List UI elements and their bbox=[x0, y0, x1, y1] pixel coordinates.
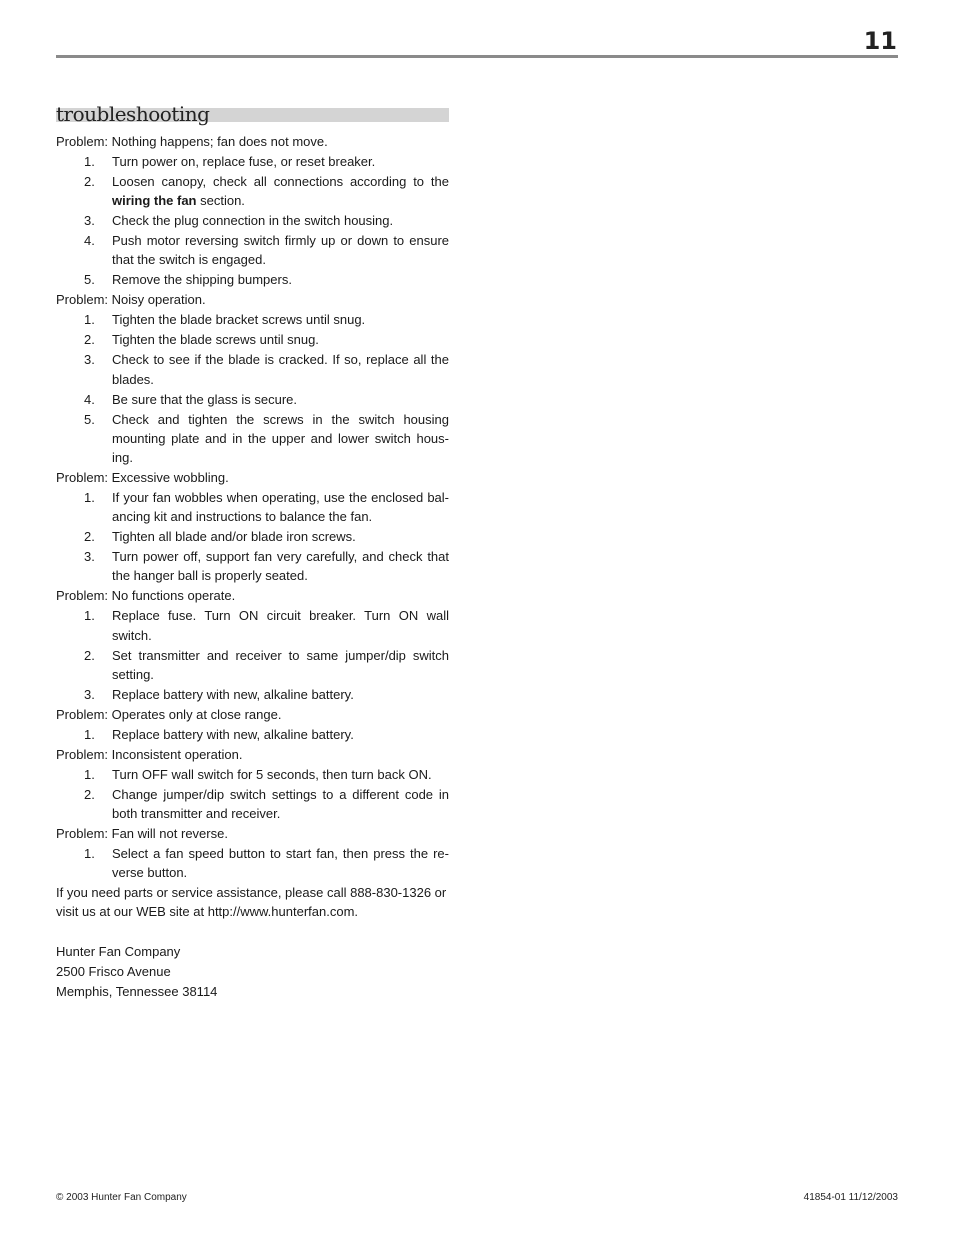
step-number: 3. bbox=[84, 213, 95, 229]
step-text: Check and tighten the screws in the switch housing mounting plate and in the upper and lower switch hous-ing. bbox=[112, 411, 449, 466]
step-number: 5. bbox=[84, 272, 95, 288]
address-city: Memphis, Tennessee 38114 bbox=[56, 983, 218, 999]
problem-step bbox=[56, 685, 449, 704]
step-text: Check the plug connection in the switch housing. bbox=[112, 213, 394, 229]
step-text: Check to see if the blade is cracked. If so, replace all the blades. bbox=[112, 352, 449, 387]
address-company: Hunter Fan Company bbox=[56, 943, 181, 959]
problem-step bbox=[56, 172, 449, 210]
address-street: 2500 Frisco Avenue bbox=[56, 963, 171, 979]
step-text: Change jumper/dip switch settings to a different code in both transmitter and receiver. bbox=[112, 786, 449, 822]
step-text: Tighten the blade screws until snug. bbox=[112, 332, 319, 348]
step-text: Select a fan speed button to start fan, then press the re-verse button. bbox=[112, 846, 449, 881]
problem-step bbox=[56, 785, 449, 823]
problem-step bbox=[56, 410, 449, 468]
section-reference: wiring the fan bbox=[112, 193, 197, 209]
problem-step bbox=[56, 350, 449, 388]
step-text: Be sure that the glass is secure. bbox=[112, 391, 297, 407]
step-text: Turn power on, replace fuse, or reset breaker. bbox=[112, 154, 376, 169]
problem-step bbox=[56, 270, 449, 289]
problem-heading: Problem: No functions operate. bbox=[56, 588, 236, 604]
step-number: 1. bbox=[84, 154, 95, 169]
step-number: 2. bbox=[84, 529, 95, 545]
step-number: 4. bbox=[84, 233, 95, 249]
step-number: 1. bbox=[84, 490, 95, 506]
step-number: 2. bbox=[84, 174, 95, 189]
step-text: Tighten all blade and/or blade iron screws. bbox=[112, 529, 356, 545]
step-number: 3. bbox=[84, 352, 95, 368]
step-number: 2. bbox=[84, 786, 95, 802]
step-number: 1. bbox=[84, 726, 95, 742]
problem-list bbox=[56, 132, 449, 882]
troubleshooting-content bbox=[56, 132, 449, 1002]
step-number: 3. bbox=[84, 549, 95, 565]
footer-copyright: © 2003 Hunter Fan Company bbox=[56, 1192, 187, 1203]
problem-step bbox=[56, 527, 449, 546]
step-text: Push motor reversing switch firmly up or down to ensure that the switch is engaged. bbox=[112, 233, 449, 268]
step-text: Replace battery with new, alkaline battery. bbox=[112, 686, 354, 702]
step-number: 5. bbox=[84, 411, 95, 427]
problem-heading: Problem: Excessive wobbling. bbox=[56, 470, 229, 486]
step-text: Set transmitter and receiver to same jumper/dip switch setting. bbox=[112, 647, 449, 682]
problem-heading: Problem: Noisy operation. bbox=[56, 292, 206, 308]
step-text: Tighten the blade bracket screws until snug. bbox=[112, 312, 366, 328]
company-address bbox=[56, 942, 449, 1001]
problem-heading: Problem: Inconsistent operation. bbox=[56, 746, 243, 762]
problem-step bbox=[56, 646, 449, 684]
step-number: 1. bbox=[84, 312, 95, 328]
problem-step bbox=[56, 390, 449, 409]
problem-step bbox=[56, 547, 449, 585]
step-text: Loosen canopy, check all connections according to the bbox=[112, 174, 449, 189]
problem-step bbox=[56, 725, 449, 744]
step-text: Remove the shipping bumpers. bbox=[112, 272, 292, 288]
problem-heading: Problem: Nothing happens; fan does not move. bbox=[56, 134, 328, 149]
problem-step bbox=[56, 330, 449, 349]
problem-step bbox=[56, 310, 449, 329]
problem-step bbox=[56, 231, 449, 269]
footer-doc-code: 41854-01 11/12/2003 bbox=[803, 1192, 898, 1203]
step-number: 1. bbox=[84, 608, 95, 624]
page-number: 11 bbox=[863, 27, 897, 55]
problem-heading: Problem: Fan will not reverse. bbox=[56, 826, 228, 842]
step-number: 1. bbox=[84, 846, 95, 862]
problem-step bbox=[56, 488, 449, 526]
step-number: 2. bbox=[84, 332, 95, 348]
step-number: 2. bbox=[84, 647, 95, 663]
problem-step bbox=[56, 606, 449, 644]
step-number: 3. bbox=[84, 686, 95, 702]
problem-step bbox=[56, 211, 449, 230]
step-text: Turn OFF wall switch for 5 seconds, then turn back ON. bbox=[112, 766, 432, 782]
step-number: 4. bbox=[84, 391, 95, 407]
step-text: Turn power off, support fan very carefully, and check that the hanger ball is properly seated. bbox=[112, 549, 449, 584]
step-text: Replace fuse. Turn ON circuit breaker. Turn ON wall switch. bbox=[112, 608, 449, 643]
problem-step bbox=[56, 152, 449, 171]
problem-heading: Problem: Operates only at close range. bbox=[56, 706, 282, 722]
section-title: troubleshooting bbox=[56, 102, 210, 126]
step-text: section. bbox=[196, 193, 245, 209]
section-heading-block bbox=[56, 100, 449, 128]
header-rule bbox=[56, 55, 898, 58]
step-text: Replace battery with new, alkaline battery. bbox=[112, 726, 354, 742]
step-text: If your fan wobbles when operating, use the enclosed bal-ancing kit and instructions to balance the fan. bbox=[112, 490, 449, 525]
problem-step bbox=[56, 765, 449, 784]
problem-step bbox=[56, 844, 449, 882]
step-number: 1. bbox=[84, 766, 95, 782]
contact-paragraph: If you need parts or service assistance, please call 888-830-1326 or visit us at our WEB site at http://www.hunterfan.com. bbox=[56, 885, 447, 920]
